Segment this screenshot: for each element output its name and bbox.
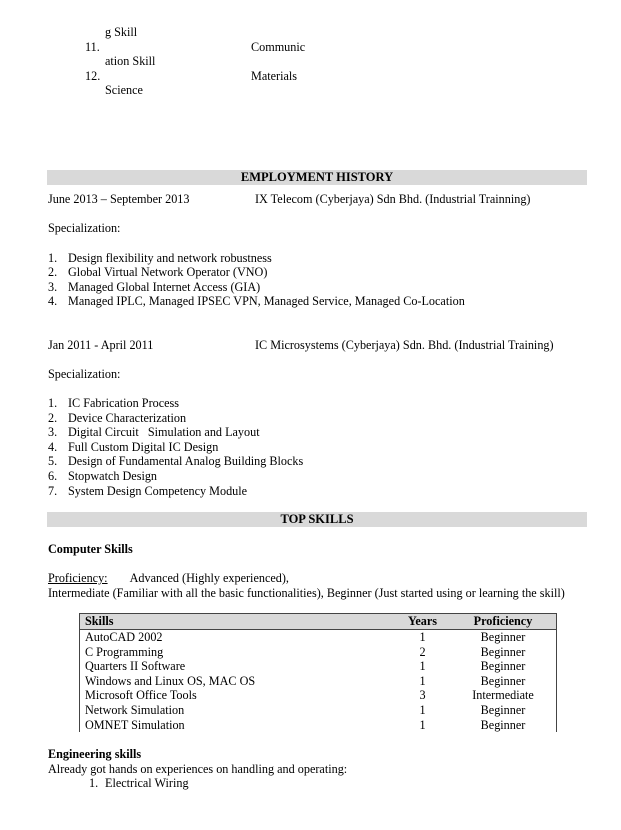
engineering-skills-heading: Engineering skills xyxy=(48,747,142,761)
years-cell: 2 xyxy=(419,644,426,659)
years-cell: 1 xyxy=(419,630,426,644)
table-row xyxy=(80,630,557,645)
list-item: 1. IC Fabrication Process xyxy=(48,396,180,410)
skill-cell: C Programming xyxy=(85,644,164,659)
skill-list-continuation: g Skill xyxy=(105,25,138,39)
list-item: 4. Full Custom Digital IC Design xyxy=(48,440,219,454)
skill-cell: OMNET Simulation xyxy=(85,717,185,732)
proficiency-cell: Beginner xyxy=(480,644,526,659)
list-item-text: Science xyxy=(105,83,143,97)
job-dates: June 2013 – September 2013 xyxy=(48,192,190,206)
years-cell: 1 xyxy=(419,717,426,732)
proficiency-cell: Intermediate xyxy=(472,688,534,703)
list-item: 2. Device Characterization xyxy=(48,411,187,425)
table-row xyxy=(80,688,557,703)
proficiency-cell: Beginner xyxy=(480,717,526,732)
list-item: 7. System Design Competency Module xyxy=(48,484,248,498)
list-item: 3. Digital Circuit Simulation and Layout xyxy=(48,425,260,439)
column-header-years: Years xyxy=(395,614,450,630)
skill-cell: Quarters II Software xyxy=(85,659,186,674)
list-item: 5. Design of Fundamental Analog Building Blocks xyxy=(48,454,304,468)
list-item: 1. Design flexibility and network robustness xyxy=(48,251,272,265)
table-row xyxy=(80,659,557,674)
skills-table xyxy=(79,613,557,732)
proficiency-cell: Beginner xyxy=(480,702,526,717)
list-item-number: 11. xyxy=(85,40,100,54)
list-item: 6. Stopwatch Design xyxy=(48,469,158,483)
skill-cell: Microsoft Office Tools xyxy=(85,688,197,703)
list-item-text: Communic xyxy=(251,40,306,54)
list-item: 1. Electrical Wiring xyxy=(89,776,189,790)
list-item: 4. Managed IPLC, Managed IPSEC VPN, Managed Service, Managed Co-Location xyxy=(48,294,465,308)
specialization-label: Specialization: xyxy=(48,367,121,381)
list-item: 2. Global Virtual Network Operator (VNO) xyxy=(48,265,268,279)
proficiency-cell: Beginner xyxy=(480,630,526,644)
table-row xyxy=(80,703,557,718)
table-row xyxy=(80,718,557,733)
job-dates: Jan 2011 - April 2011 xyxy=(48,338,154,352)
proficiency-legend-line2: Intermediate (Familiar with all the basic functionalities), Beginner (Just started using or learning the skill) xyxy=(48,586,565,600)
proficiency-cell: Beginner xyxy=(480,673,526,688)
table-row xyxy=(80,645,557,660)
engineering-intro: Already got hands on experiences on handling and operating: xyxy=(48,762,348,776)
years-cell: 3 xyxy=(419,688,426,703)
years-cell: 1 xyxy=(419,673,426,688)
job-company: IX Telecom (Cyberjaya) Sdn Bhd. (Industrial Trainning) xyxy=(255,192,531,206)
skill-cell: AutoCAD 2002 xyxy=(85,630,163,644)
top-skills-heading: TOP SKILLS xyxy=(47,512,587,527)
list-item-text: Materials xyxy=(251,69,298,83)
employment-history-heading: EMPLOYMENT HISTORY xyxy=(47,170,587,185)
proficiency-cell: Beginner xyxy=(480,659,526,674)
table-row xyxy=(80,674,557,689)
proficiency-legend xyxy=(48,571,289,585)
specialization-label: Specialization: xyxy=(48,221,121,235)
skill-cell: Windows and Linux OS, MAC OS xyxy=(85,673,256,688)
years-cell: 1 xyxy=(419,659,426,674)
list-item-text: ation Skill xyxy=(105,54,156,68)
years-cell: 1 xyxy=(419,702,426,717)
proficiency-label: Proficiency: xyxy=(48,571,108,585)
column-header-proficiency: Proficiency xyxy=(450,614,557,630)
computer-skills-heading: Computer Skills xyxy=(48,542,133,556)
job-company: IC Microsystems (Cyberjaya) Sdn. Bhd. (Industrial Training) xyxy=(255,338,554,352)
table-header-row xyxy=(80,614,557,630)
list-item: 3. Managed Global Internet Access (GIA) xyxy=(48,280,261,294)
list-item-number: 12. xyxy=(85,69,101,83)
skill-cell: Network Simulation xyxy=(85,702,185,717)
column-header-skills: Skills xyxy=(80,614,396,630)
proficiency-advanced: Advanced (Highly experienced), xyxy=(129,571,289,585)
